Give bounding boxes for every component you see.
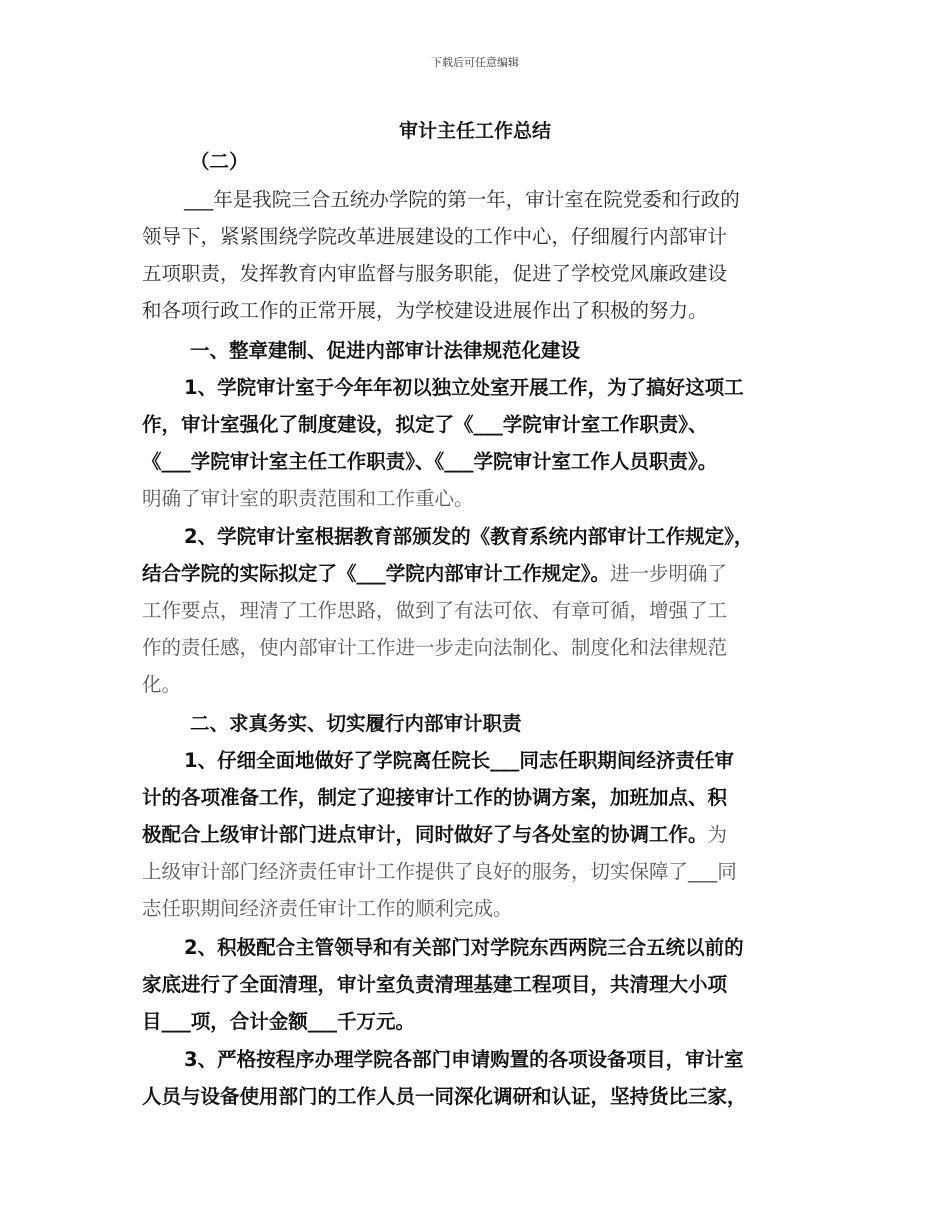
paragraph-light-run: 为 bbox=[707, 823, 728, 846]
section-2-paragraph-1 bbox=[142, 742, 814, 927]
paragraph-line: 明确了审计室的职责范围和工作重心。 bbox=[142, 487, 474, 510]
section-2-heading: 二、求真务实、切实履行内部审计职责 bbox=[190, 712, 522, 735]
page-header-note: 下载后可任意编辑 bbox=[431, 56, 519, 69]
paragraph-line: 作的责任感，使内部审计工作进一步走向法制化、制度化和法律规范 bbox=[142, 636, 728, 659]
intro-paragraph bbox=[142, 181, 814, 329]
section-2-paragraph-2 bbox=[142, 929, 814, 1040]
intro-line: 和各项行政工作的正常开展，为学校建设进展作出了积极的努力。 bbox=[142, 299, 708, 322]
paragraph-bold-run: 极配合上级审计部门进点审计，同时做好了与各处室的协调工作。 bbox=[142, 823, 708, 846]
paragraph-line: 目___项，合计金额___千万元。 bbox=[142, 1010, 416, 1033]
paragraph-line: 家底进行了全面清理，审计室负责清理基建工程项目，共清理大小项 bbox=[142, 973, 728, 996]
paragraph-line: 工作要点，理清了工作思路，做到了有法可依、有章可循，增强了工 bbox=[142, 599, 728, 622]
paragraph-line: 人员与设备使用部门的工作人员一同深化调研和认证，坚持货比三家， bbox=[142, 1085, 747, 1108]
intro-line: 五项职责，发挥教育内审监督与服务职能，促进了学校党风廉政建设 bbox=[142, 262, 728, 285]
document-title: 审计主任工作总结 bbox=[398, 120, 551, 142]
section-1-paragraph-2 bbox=[142, 518, 814, 703]
intro-line: ___年是我院三合五统办学院的第一年，审计室在院党委和行政的 bbox=[184, 188, 740, 211]
section-2-paragraph-3 bbox=[142, 1041, 814, 1115]
paragraph-line: 2、学院审计室根据教育部颁发的《教育系统内部审计工作规定》， bbox=[184, 525, 754, 548]
section-1-heading: 一、整章建制、促进内部审计法律规范化建设 bbox=[190, 339, 581, 362]
paragraph-line: 志任职期间经济责任审计工作的顺利完成。 bbox=[142, 897, 513, 920]
section-1-paragraph-1 bbox=[142, 369, 814, 517]
paragraph-line: 3、严格按程序办理学院各部门申请购置的各项设备项目，审计室 bbox=[184, 1048, 744, 1071]
paragraph-line: 上级审计部门经济责任审计工作提供了良好的服务，切实保障了___同 bbox=[142, 860, 737, 883]
paragraph-line: 1、学院审计室于今年年初以独立处室开展工作，为了搞好这项工 bbox=[184, 376, 744, 399]
paragraph-line: 化。 bbox=[142, 673, 182, 696]
paragraph-bold-run: 结合学院的实际拟定了《___学院内部审计工作规定》。 bbox=[142, 562, 611, 585]
document-subtitle: （二） bbox=[190, 150, 249, 173]
paragraph-line bbox=[142, 816, 814, 853]
paragraph-line: 作，审计室强化了制度建设，拟定了《___学院审计室工作职责》、 bbox=[142, 413, 708, 436]
paragraph-line: 1、仔细全面地做好了学院离任院长___同志任职期间经济责任审 bbox=[184, 749, 734, 772]
paragraph-light-run: 进一步明确了 bbox=[610, 562, 728, 585]
paragraph-line: 2、积极配合主管领导和有关部门对学院东西两院三合五统以前的 bbox=[184, 936, 744, 959]
intro-line: 领导下，紧紧围绕学院改革进展建设的工作中心，仔细履行内部审计 bbox=[142, 225, 728, 248]
paragraph-line: 计的各项准备工作，制定了迎接审计工作的协调方案，加班加点、积 bbox=[142, 786, 728, 809]
paragraph-line: 《___学院审计室主任工作职责》、《___学院审计室工作人员职责》。 bbox=[142, 450, 718, 473]
paragraph-line bbox=[142, 555, 814, 592]
